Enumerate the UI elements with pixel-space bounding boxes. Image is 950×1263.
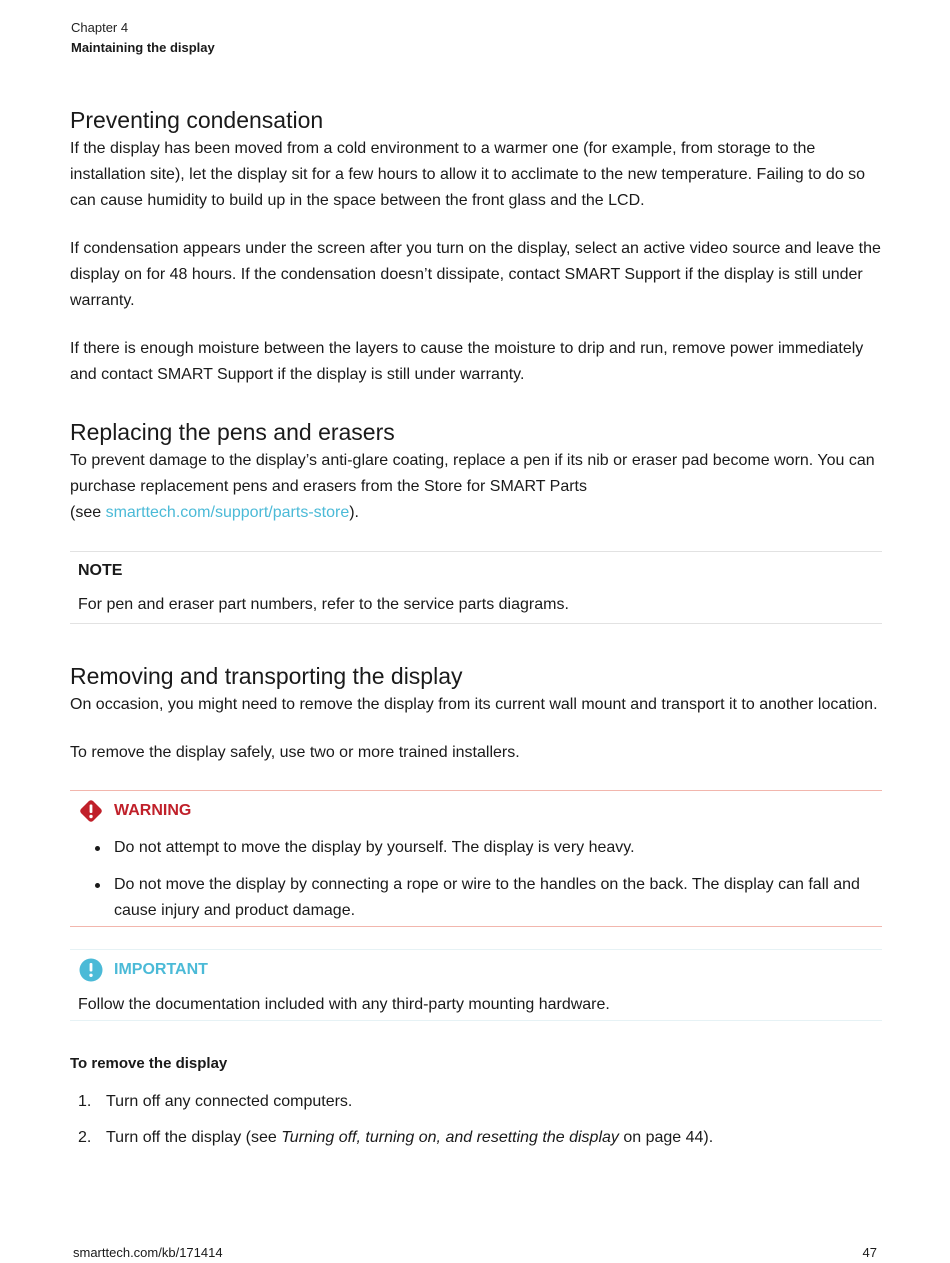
list-item-text: Do not attempt to move the display by yourself. The display is very heavy.: [114, 839, 635, 856]
list-item: [114, 835, 874, 861]
running-header: [71, 18, 215, 58]
warning-list: [78, 835, 874, 924]
parts-store-link[interactable]: smarttech.com/support/parts-store: [105, 504, 350, 521]
step-number: 1.: [78, 1093, 92, 1110]
see-suffix: ).: [349, 504, 359, 521]
paragraph: If condensation appears under the screen after you turn on the display, select an active video source and leave the display on for 48 hours. If the condensation doesn’t dissipate, contact SMART Support if the display is still under warranty.: [70, 240, 881, 309]
step-text-post: on page 44).: [618, 1129, 714, 1146]
note-box: [70, 551, 882, 624]
important-text: Follow the documentation included with any third-party mounting hardware.: [78, 996, 610, 1013]
list-item-text: Do not move the display by connecting a rope or wire to the handles on the back. The display can fall and cause injury and product damage.: [114, 876, 860, 919]
footer-url: smarttech.com/kb/171414: [73, 1245, 223, 1260]
main-content: [70, 104, 882, 1161]
step-item: [70, 1125, 882, 1151]
section-heading-pens: Replacing the pens and erasers: [70, 419, 395, 445]
section-heading-condensation: Preventing condensation: [70, 107, 324, 133]
page-footer: [73, 1243, 877, 1263]
chapter-number: Chapter 4: [71, 20, 129, 35]
paragraph: To remove the display safely, use two or more trained installers.: [70, 744, 520, 761]
step-text: [106, 1125, 713, 1151]
step-number: 2.: [78, 1129, 92, 1146]
step-text-pre: Turn off the display (see: [106, 1129, 282, 1146]
step-item: [70, 1089, 882, 1115]
chapter-title: Maintaining the display: [71, 40, 215, 55]
note-text: For pen and eraser part numbers, refer to the service parts diagrams.: [78, 596, 569, 613]
important-box: [70, 949, 882, 1021]
warning-box: [70, 790, 882, 927]
warning-label: WARNING: [114, 802, 192, 819]
note-label: NOTE: [78, 562, 123, 579]
paragraph: If there is enough moisture between the layers to cause the moisture to drip and run, remove power immediately and contact SMART Support if the display is still under warranty.: [70, 340, 864, 383]
paragraph: If the display has been moved from a cold environment to a warmer one (for example, from storage to the installation site), let the display sit for a few hours to allow it to acclimate to the new temperature. Failing to do so can cause humidity to build up in the space between the front glass and the LCD.: [70, 140, 866, 209]
list-item: [114, 872, 874, 924]
paragraph: On occasion, you might need to remove the display from its current wall mount and transport it to another location.: [70, 696, 878, 713]
important-label: IMPORTANT: [114, 961, 208, 978]
warning-icon: [78, 798, 104, 824]
see-prefix: (see: [70, 504, 106, 521]
procedure-steps: [70, 1089, 882, 1151]
important-icon: [78, 957, 104, 983]
procedure-title: To remove the display: [70, 1055, 228, 1072]
paragraph: [70, 448, 882, 526]
page-number: 47: [862, 1245, 877, 1260]
paragraph-text: To prevent damage to the display’s anti-glare coating, replace a pen if its nib or eraser pad become worn. You can purchase replacement pens and erasers from the Store for SMART Parts: [70, 452, 875, 495]
cross-reference: Turning off, turning on, and resetting the display: [281, 1129, 619, 1146]
section-heading-removing: Removing and transporting the display: [70, 663, 463, 689]
step-text: Turn off any connected computers.: [106, 1093, 353, 1110]
